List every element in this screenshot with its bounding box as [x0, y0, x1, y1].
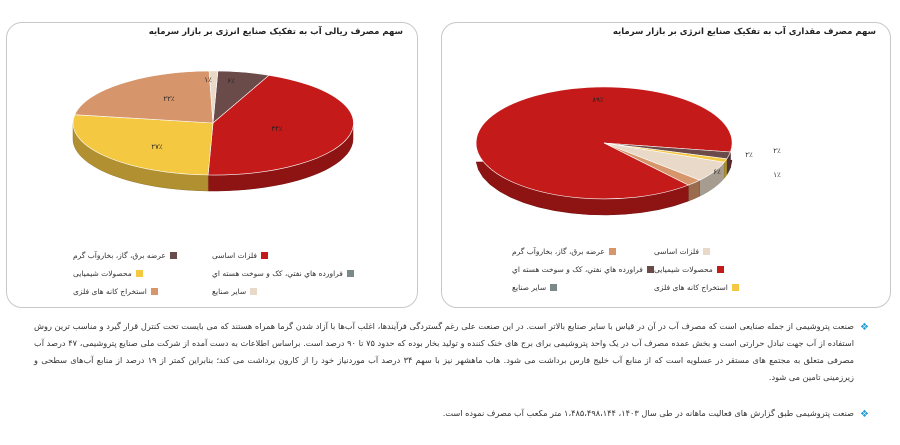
- legend-label: فلزات اساسی: [654, 247, 699, 256]
- legend-swatch: [550, 284, 557, 291]
- chart-title: سهم مصرف مقداری آب به تفکیک صنایع انرژی بر بازار سرمایه: [612, 27, 876, 37]
- legend-label: عرضه برق، گاز، بخاروآب گرم: [73, 251, 166, 260]
- legend-item: [512, 283, 557, 292]
- legend-swatch: [717, 266, 724, 273]
- legend-item: [654, 265, 724, 274]
- legend-item: [654, 247, 710, 256]
- pie-data-label: ۴۴٪: [271, 125, 283, 133]
- legend-item: [512, 247, 616, 256]
- legend-swatch: [170, 252, 177, 259]
- legend-swatch: [347, 270, 354, 277]
- legend-label: محصولات شیمیایی: [654, 265, 713, 274]
- legend-swatch: [250, 288, 257, 295]
- legend-item: [73, 269, 143, 278]
- legend-swatch: [151, 288, 158, 295]
- legend-label: عرضه برق، گاز، بخاروآب گرم: [512, 247, 605, 256]
- pie-data-label: ۱٪: [773, 171, 781, 179]
- legend-label: سایر صنایع: [212, 287, 247, 296]
- legend-item: [212, 287, 257, 296]
- legend-item: [654, 283, 739, 292]
- legend-swatch: [136, 270, 143, 277]
- pie-data-label: ۶٪: [713, 168, 721, 176]
- legend-item: [212, 251, 268, 260]
- bullet-icon: ❖: [860, 409, 869, 420]
- pie-data-label: ۸۹٪: [592, 96, 604, 104]
- legend-item: [73, 287, 158, 296]
- legend-label: استخراج کانه های فلزی: [73, 287, 147, 296]
- pie-data-label: ۲٪: [773, 147, 781, 155]
- legend-swatch: [732, 284, 739, 291]
- bullet-icon: ❖: [860, 322, 869, 333]
- legend-label: فلزات اساسی: [212, 251, 257, 260]
- legend-swatch: [261, 252, 268, 259]
- legend-label: استخراج کانه های فلزی: [654, 283, 728, 292]
- legend-swatch: [703, 248, 710, 255]
- legend-item: [512, 265, 654, 274]
- chart-title: سهم مصرف ریالی آب به تفکیک صنایع انرژی بر بازار سرمایه: [148, 27, 403, 37]
- rial-water-chart-panel: [6, 22, 418, 308]
- legend-item: [212, 269, 354, 278]
- legend-label: فراورده هاي نفتي، كک و سوخت هسته اي: [512, 265, 643, 274]
- pie-data-label: ۶٪: [227, 77, 235, 85]
- pie-data-label: ۲۲٪: [163, 95, 175, 103]
- legend-label: سایر صنایع: [512, 283, 547, 292]
- legend-swatch: [647, 266, 654, 273]
- pie-data-label: ۲۷٪: [151, 143, 163, 151]
- rial-pie-chart: [7, 23, 417, 307]
- legend-item: [73, 251, 177, 260]
- legend-label: فراورده هاي نفتي، كک و سوخت هسته اي: [212, 269, 343, 278]
- legend-label: محصولات شیمیایی: [73, 269, 132, 278]
- pie-slice: [75, 71, 213, 123]
- legend-swatch: [609, 248, 616, 255]
- volume-water-chart-panel: [441, 22, 891, 308]
- paragraph-petrochemical: صنعت پتروشیمی از جمله صنایعی است که مصرف آب در آن در قیاس با سایر صنایع بالاتر است. در این صنعت علی رغم گستردگی فرآیندها، اغلب آب‌ها با آزاد شدن گرما همراه هستند که می بایست تحت کنترل قرار گیرد و مناسب ترین روش استفاده از آب جهت تبادل حرارتی است و بخش عمده مصرف آب در یک واحد پتروشیمی برای برج های خنک کننده و تولید بخار بوده که حدود ۷۵ تا ۹۰ درصد است. براساس اطلاعات به دست آمده از شرکت ملی صنایع پتروشیمی، ۴۷ درصد آب مصرفی متعلق به مجتمع های مستقر در عسلویه است که از منابع آب خلیج فارس برداشت می شود. هاب ماهشهر نیز با سهم ۳۴ درصد آب موردنیاز خود را از کارون برداشت می کند؛ بنابراین کمتر از ۱۹ درصد از منابع آب‌های سطحی و زیرزمینی تامین می شود.: [34, 321, 854, 382]
- pie-data-label: ۲٪: [745, 151, 753, 159]
- pie-data-label: ۱٪: [204, 76, 212, 84]
- paragraph-annual-consumption: صنعت پتروشیمی طبق گزارش های فعالیت ماهانه در طی سال ۱۴۰۳، ۱،۴۸۵،۴۹۸،۱۴۴ متر مکعب آب مصرف نموده است.: [442, 408, 854, 418]
